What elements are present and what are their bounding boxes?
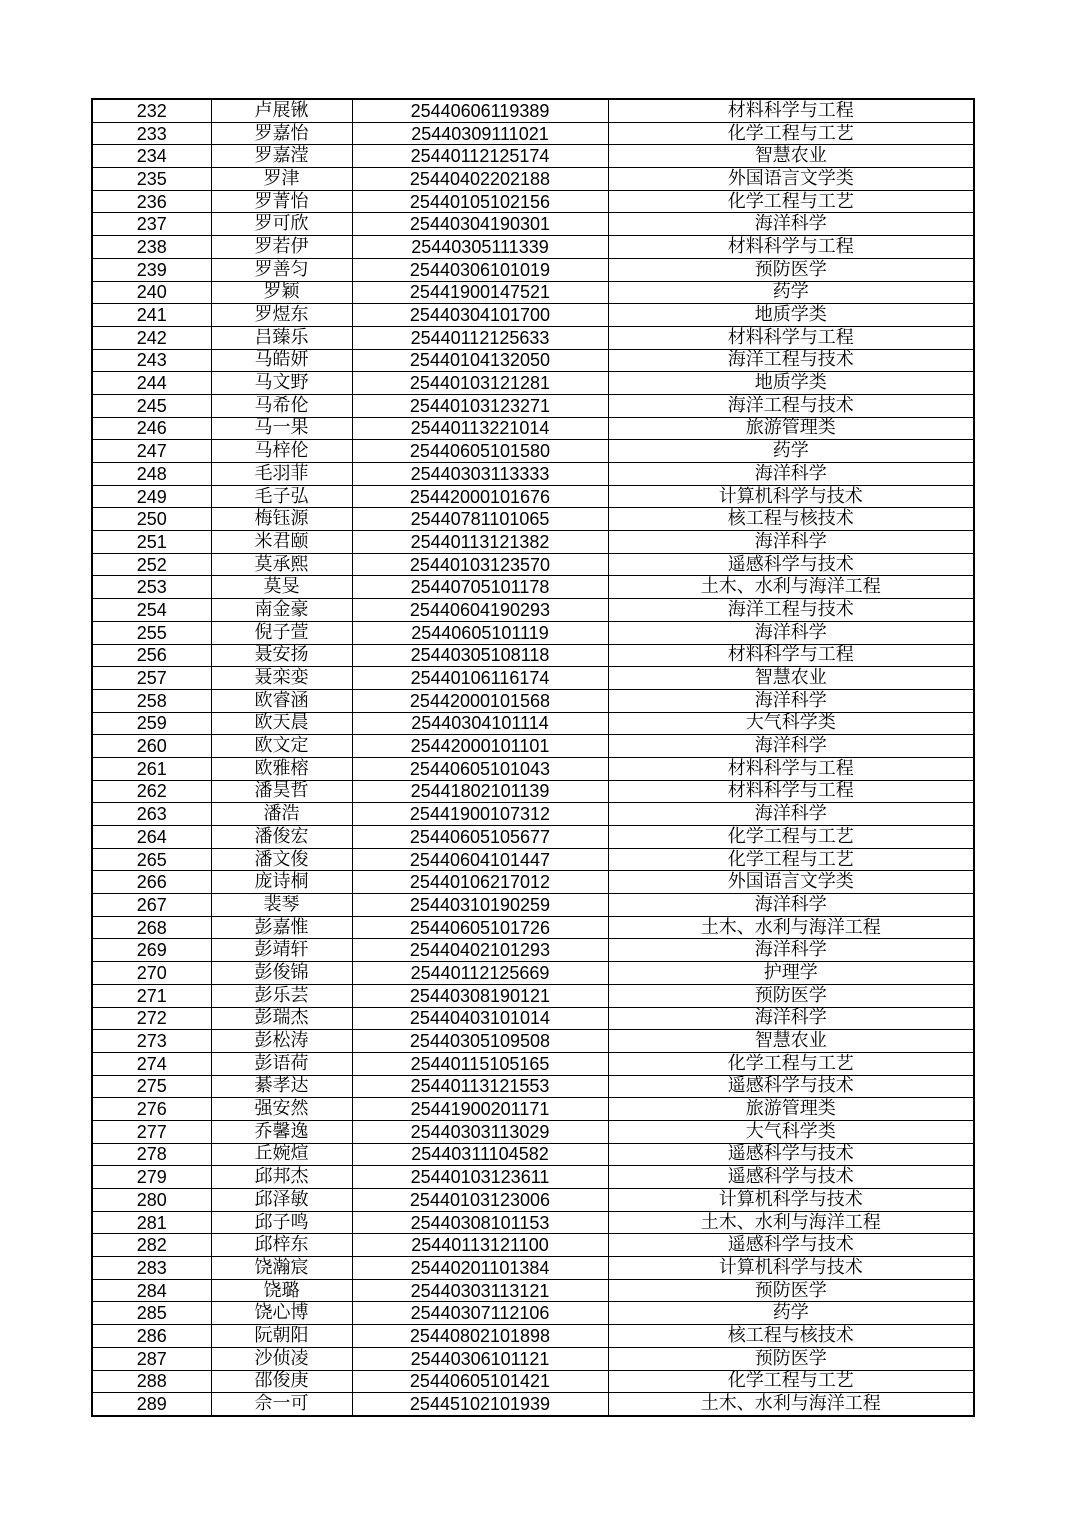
table-row (92, 712, 974, 735)
table-row (92, 440, 974, 463)
row-number-cell: 251 (92, 531, 211, 554)
student-name-cell: 毛子弘 (211, 485, 352, 508)
major-cell: 化学工程与工艺 (608, 1052, 974, 1075)
exam-id-cell: 25440112125633 (352, 326, 608, 349)
student-name-cell: 欧睿涵 (211, 689, 352, 712)
row-number-cell: 284 (92, 1279, 211, 1302)
table-row (92, 576, 974, 599)
student-name-cell: 莫旻 (211, 576, 352, 599)
major-cell: 大气科学类 (608, 712, 974, 735)
table-row (92, 122, 974, 145)
row-number-cell: 240 (92, 281, 211, 304)
table-row (92, 304, 974, 327)
exam-id-cell: 25440113221014 (352, 417, 608, 440)
table-row (92, 190, 974, 213)
exam-id-cell: 25440802101898 (352, 1325, 608, 1348)
major-cell: 计算机科学与技术 (608, 1189, 974, 1212)
exam-id-cell: 25440604190293 (352, 599, 608, 622)
student-name-cell: 罗津 (211, 168, 352, 191)
exam-id-cell: 25440113121382 (352, 531, 608, 554)
row-number-cell: 242 (92, 326, 211, 349)
major-cell: 海洋工程与技术 (608, 349, 974, 372)
row-number-cell: 238 (92, 236, 211, 259)
exam-id-cell: 25440309111021 (352, 122, 608, 145)
student-name-cell: 彭靖轩 (211, 939, 352, 962)
table-row (92, 236, 974, 259)
table-row (92, 531, 974, 554)
exam-id-cell: 25442000101676 (352, 485, 608, 508)
row-number-cell: 250 (92, 508, 211, 531)
table-row (92, 1075, 974, 1098)
table-row (92, 916, 974, 939)
major-cell: 地质学类 (608, 304, 974, 327)
student-name-cell: 罗菁怡 (211, 190, 352, 213)
table-row (92, 1234, 974, 1257)
exam-id-cell: 25440311104582 (352, 1143, 608, 1166)
student-name-cell: 庞诗桐 (211, 871, 352, 894)
student-name-cell: 马皓妍 (211, 349, 352, 372)
major-cell: 预防医学 (608, 1347, 974, 1370)
major-cell: 材料科学与工程 (608, 236, 974, 259)
row-number-cell: 270 (92, 962, 211, 985)
exam-id-cell: 25440781101065 (352, 508, 608, 531)
row-number-cell: 277 (92, 1120, 211, 1143)
major-cell: 遥感科学与技术 (608, 1075, 974, 1098)
row-number-cell: 289 (92, 1393, 211, 1416)
row-number-cell: 288 (92, 1370, 211, 1393)
table-row (92, 757, 974, 780)
row-number-cell: 272 (92, 1007, 211, 1030)
table-row (92, 1211, 974, 1234)
exam-id-cell: 25440605101726 (352, 916, 608, 939)
major-cell: 土木、水利与海洋工程 (608, 1393, 974, 1416)
student-name-cell: 马一果 (211, 417, 352, 440)
student-name-cell: 綦孝达 (211, 1075, 352, 1098)
table-row (92, 1325, 974, 1348)
major-cell: 遥感科学与技术 (608, 553, 974, 576)
row-number-cell: 279 (92, 1166, 211, 1189)
exam-id-cell: 25440402101293 (352, 939, 608, 962)
row-number-cell: 282 (92, 1234, 211, 1257)
major-cell: 核工程与核技术 (608, 1325, 974, 1348)
student-name-cell: 南金豪 (211, 599, 352, 622)
exam-id-cell: 25440305108118 (352, 644, 608, 667)
major-cell: 药学 (608, 1302, 974, 1325)
table-row (92, 326, 974, 349)
row-number-cell: 232 (92, 99, 211, 122)
exam-id-cell: 25440705101178 (352, 576, 608, 599)
student-name-cell: 饶璐 (211, 1279, 352, 1302)
major-cell: 核工程与核技术 (608, 508, 974, 531)
student-name-cell: 饶瀚宸 (211, 1257, 352, 1280)
exam-id-cell: 25440606119389 (352, 99, 608, 122)
table-row (92, 1143, 974, 1166)
table-row (92, 735, 974, 758)
major-cell: 化学工程与工艺 (608, 122, 974, 145)
row-number-cell: 267 (92, 894, 211, 917)
table-row (92, 780, 974, 803)
row-number-cell: 247 (92, 440, 211, 463)
row-number-cell: 266 (92, 871, 211, 894)
student-name-cell: 欧天晨 (211, 712, 352, 735)
exam-id-cell: 25440310190259 (352, 894, 608, 917)
exam-id-cell: 25440307112106 (352, 1302, 608, 1325)
student-name-cell: 邱泽敏 (211, 1189, 352, 1212)
row-number-cell: 268 (92, 916, 211, 939)
major-cell: 土木、水利与海洋工程 (608, 1211, 974, 1234)
table-row (92, 417, 974, 440)
student-name-cell: 潘俊宏 (211, 826, 352, 849)
table-row (92, 1347, 974, 1370)
table-row (92, 349, 974, 372)
table-row (92, 463, 974, 486)
table-row (92, 871, 974, 894)
row-number-cell: 276 (92, 1098, 211, 1121)
major-cell: 预防医学 (608, 1279, 974, 1302)
major-cell: 计算机科学与技术 (608, 485, 974, 508)
student-name-cell: 彭瑞杰 (211, 1007, 352, 1030)
row-number-cell: 262 (92, 780, 211, 803)
major-cell: 大气科学类 (608, 1120, 974, 1143)
row-number-cell: 261 (92, 757, 211, 780)
exam-id-cell: 25440201101384 (352, 1257, 608, 1280)
student-name-cell: 邱邦杰 (211, 1166, 352, 1189)
table-row (92, 962, 974, 985)
exam-id-cell: 25441802101139 (352, 780, 608, 803)
row-number-cell: 263 (92, 803, 211, 826)
student-name-cell: 彭嘉惟 (211, 916, 352, 939)
row-number-cell: 234 (92, 145, 211, 168)
major-cell: 遥感科学与技术 (608, 1143, 974, 1166)
row-number-cell: 265 (92, 848, 211, 871)
row-number-cell: 255 (92, 621, 211, 644)
table-row (92, 1370, 974, 1393)
major-cell: 海洋科学 (608, 1007, 974, 1030)
row-number-cell: 245 (92, 394, 211, 417)
row-number-cell: 271 (92, 984, 211, 1007)
major-cell: 遥感科学与技术 (608, 1234, 974, 1257)
major-cell: 材料科学与工程 (608, 780, 974, 803)
major-cell: 地质学类 (608, 372, 974, 395)
exam-id-cell: 25440605101119 (352, 621, 608, 644)
row-number-cell: 281 (92, 1211, 211, 1234)
major-cell: 外国语言文学类 (608, 871, 974, 894)
major-cell: 海洋工程与技术 (608, 599, 974, 622)
student-name-cell: 马文野 (211, 372, 352, 395)
row-number-cell: 275 (92, 1075, 211, 1098)
row-number-cell: 253 (92, 576, 211, 599)
row-number-cell: 257 (92, 667, 211, 690)
table-row (92, 1257, 974, 1280)
student-name-cell: 邱子鸣 (211, 1211, 352, 1234)
row-number-cell: 239 (92, 258, 211, 281)
exam-id-cell: 25440604101447 (352, 848, 608, 871)
table-row (92, 1302, 974, 1325)
table-row (92, 848, 974, 871)
major-cell: 智慧农业 (608, 667, 974, 690)
student-name-cell: 潘文俊 (211, 848, 352, 871)
student-name-cell: 彭语荷 (211, 1052, 352, 1075)
student-name-cell: 潘浩 (211, 803, 352, 826)
table-row (92, 1098, 974, 1121)
major-cell: 海洋科学 (608, 894, 974, 917)
exam-id-cell: 25440303113029 (352, 1120, 608, 1143)
exam-id-cell: 25440104132050 (352, 349, 608, 372)
student-name-cell: 倪子萱 (211, 621, 352, 644)
table-row (92, 621, 974, 644)
row-number-cell: 264 (92, 826, 211, 849)
student-name-cell: 彭俊锦 (211, 962, 352, 985)
major-cell: 药学 (608, 281, 974, 304)
row-number-cell: 233 (92, 122, 211, 145)
major-cell: 旅游管理类 (608, 417, 974, 440)
major-cell: 材料科学与工程 (608, 757, 974, 780)
table-row (92, 372, 974, 395)
major-cell: 化学工程与工艺 (608, 848, 974, 871)
student-name-cell: 丘婉煊 (211, 1143, 352, 1166)
table-row (92, 1166, 974, 1189)
exam-id-cell: 25440106116174 (352, 667, 608, 690)
major-cell: 智慧农业 (608, 1030, 974, 1053)
student-name-cell: 乔馨逸 (211, 1120, 352, 1143)
table-row (92, 984, 974, 1007)
exam-id-cell: 25440112125174 (352, 145, 608, 168)
table-row (92, 644, 974, 667)
table-row (92, 599, 974, 622)
major-cell: 海洋科学 (608, 735, 974, 758)
row-number-cell: 280 (92, 1189, 211, 1212)
student-name-cell: 彭乐芸 (211, 984, 352, 1007)
major-cell: 外国语言文学类 (608, 168, 974, 191)
student-name-cell: 潘昊哲 (211, 780, 352, 803)
student-name-cell: 沙侦凌 (211, 1347, 352, 1370)
student-name-cell: 毛羽菲 (211, 463, 352, 486)
exam-id-cell: 25440306101121 (352, 1347, 608, 1370)
row-number-cell: 236 (92, 190, 211, 213)
row-number-cell: 273 (92, 1030, 211, 1053)
table-row (92, 145, 974, 168)
major-cell: 材料科学与工程 (608, 99, 974, 122)
row-number-cell: 254 (92, 599, 211, 622)
exam-id-cell: 25445102101939 (352, 1393, 608, 1416)
table-row (92, 553, 974, 576)
student-name-cell: 彭松涛 (211, 1030, 352, 1053)
major-cell: 化学工程与工艺 (608, 190, 974, 213)
table-row (92, 1189, 974, 1212)
major-cell: 土木、水利与海洋工程 (608, 916, 974, 939)
student-name-cell: 马梓伦 (211, 440, 352, 463)
student-name-cell: 莫承熙 (211, 553, 352, 576)
exam-id-cell: 25440403101014 (352, 1007, 608, 1030)
exam-id-cell: 25440605105677 (352, 826, 608, 849)
exam-id-cell: 25440304101700 (352, 304, 608, 327)
table-row (92, 508, 974, 531)
table-row (92, 689, 974, 712)
student-name-cell: 罗嘉怡 (211, 122, 352, 145)
row-number-cell: 246 (92, 417, 211, 440)
exam-id-cell: 25440305111339 (352, 236, 608, 259)
major-cell: 化学工程与工艺 (608, 1370, 974, 1393)
exam-id-cell: 25441900107312 (352, 803, 608, 826)
row-number-cell: 249 (92, 485, 211, 508)
student-name-cell: 罗嘉滢 (211, 145, 352, 168)
exam-id-cell: 25440402202188 (352, 168, 608, 191)
row-number-cell: 283 (92, 1257, 211, 1280)
exam-id-cell: 25442000101568 (352, 689, 608, 712)
row-number-cell: 248 (92, 463, 211, 486)
major-cell: 土木、水利与海洋工程 (608, 576, 974, 599)
student-name-cell: 佘一可 (211, 1393, 352, 1416)
table-row (92, 213, 974, 236)
major-cell: 海洋科学 (608, 621, 974, 644)
student-name-cell: 邱梓东 (211, 1234, 352, 1257)
row-number-cell: 285 (92, 1302, 211, 1325)
row-number-cell: 269 (92, 939, 211, 962)
exam-id-cell: 25440106217012 (352, 871, 608, 894)
table-row (92, 803, 974, 826)
student-name-cell: 聂栾娈 (211, 667, 352, 690)
exam-id-cell: 25440103123006 (352, 1189, 608, 1212)
exam-id-cell: 25440113121100 (352, 1234, 608, 1257)
row-number-cell: 274 (92, 1052, 211, 1075)
major-cell: 计算机科学与技术 (608, 1257, 974, 1280)
exam-id-cell: 25441900201171 (352, 1098, 608, 1121)
table-row (92, 1279, 974, 1302)
exam-id-cell: 25440304190301 (352, 213, 608, 236)
admission-list-table (91, 98, 975, 1417)
major-cell: 海洋科学 (608, 213, 974, 236)
table-row (92, 667, 974, 690)
student-name-cell: 罗煜东 (211, 304, 352, 327)
major-cell: 智慧农业 (608, 145, 974, 168)
student-name-cell: 米君颐 (211, 531, 352, 554)
major-cell: 材料科学与工程 (608, 644, 974, 667)
exam-id-cell: 25440103123271 (352, 394, 608, 417)
table-row (92, 99, 974, 122)
exam-id-cell: 25440306101019 (352, 258, 608, 281)
major-cell: 预防医学 (608, 258, 974, 281)
student-name-cell: 罗善匀 (211, 258, 352, 281)
student-name-cell: 罗若伊 (211, 236, 352, 259)
student-name-cell: 邵俊庚 (211, 1370, 352, 1393)
row-number-cell: 244 (92, 372, 211, 395)
student-name-cell: 罗颖 (211, 281, 352, 304)
exam-id-cell: 25440304101114 (352, 712, 608, 735)
student-name-cell: 饶心博 (211, 1302, 352, 1325)
student-name-cell: 强安然 (211, 1098, 352, 1121)
major-cell: 海洋科学 (608, 689, 974, 712)
student-name-cell: 欧文定 (211, 735, 352, 758)
exam-id-cell: 25440112125669 (352, 962, 608, 985)
major-cell: 材料科学与工程 (608, 326, 974, 349)
major-cell: 海洋科学 (608, 463, 974, 486)
exam-id-cell: 25442000101101 (352, 735, 608, 758)
table-row (92, 394, 974, 417)
exam-id-cell: 25440308190121 (352, 984, 608, 1007)
table-row (92, 1052, 974, 1075)
exam-id-cell: 25440308101153 (352, 1211, 608, 1234)
row-number-cell: 258 (92, 689, 211, 712)
student-name-cell: 梅钰源 (211, 508, 352, 531)
major-cell: 化学工程与工艺 (608, 826, 974, 849)
row-number-cell: 260 (92, 735, 211, 758)
major-cell: 预防医学 (608, 984, 974, 1007)
row-number-cell: 241 (92, 304, 211, 327)
student-name-cell: 卢展锹 (211, 99, 352, 122)
table-row (92, 258, 974, 281)
table-row (92, 1120, 974, 1143)
table-row (92, 485, 974, 508)
student-name-cell: 罗可欣 (211, 213, 352, 236)
exam-id-cell: 25440303113333 (352, 463, 608, 486)
row-number-cell: 235 (92, 168, 211, 191)
student-name-cell: 欧雅榕 (211, 757, 352, 780)
student-name-cell: 阮朝阳 (211, 1325, 352, 1348)
table-row (92, 1393, 974, 1416)
exam-id-cell: 25440113121553 (352, 1075, 608, 1098)
table-row (92, 1007, 974, 1030)
exam-id-cell: 25440305109508 (352, 1030, 608, 1053)
exam-id-cell: 25440605101580 (352, 440, 608, 463)
major-cell: 海洋科学 (608, 803, 974, 826)
exam-id-cell: 25440103123611 (352, 1166, 608, 1189)
row-number-cell: 287 (92, 1347, 211, 1370)
exam-id-cell: 25440103121281 (352, 372, 608, 395)
table-row (92, 939, 974, 962)
table-row (92, 1030, 974, 1053)
major-cell: 护理学 (608, 962, 974, 985)
row-number-cell: 243 (92, 349, 211, 372)
table-row (92, 168, 974, 191)
row-number-cell: 278 (92, 1143, 211, 1166)
row-number-cell: 256 (92, 644, 211, 667)
student-name-cell: 聂安扬 (211, 644, 352, 667)
major-cell: 海洋科学 (608, 939, 974, 962)
exam-id-cell: 25440103123570 (352, 553, 608, 576)
major-cell: 海洋工程与技术 (608, 394, 974, 417)
row-number-cell: 237 (92, 213, 211, 236)
exam-id-cell: 25440303113121 (352, 1279, 608, 1302)
exam-id-cell: 25440605101043 (352, 757, 608, 780)
major-cell: 旅游管理类 (608, 1098, 974, 1121)
table-body (92, 99, 974, 1416)
table-row (92, 281, 974, 304)
row-number-cell: 252 (92, 553, 211, 576)
exam-id-cell: 25441900147521 (352, 281, 608, 304)
row-number-cell: 259 (92, 712, 211, 735)
exam-id-cell: 25440605101421 (352, 1370, 608, 1393)
row-number-cell: 286 (92, 1325, 211, 1348)
major-cell: 药学 (608, 440, 974, 463)
exam-id-cell: 25440105102156 (352, 190, 608, 213)
major-cell: 遥感科学与技术 (608, 1166, 974, 1189)
exam-id-cell: 25440115105165 (352, 1052, 608, 1075)
student-name-cell: 吕臻乐 (211, 326, 352, 349)
student-name-cell: 裴琴 (211, 894, 352, 917)
table-row (92, 826, 974, 849)
major-cell: 海洋科学 (608, 531, 974, 554)
table-row (92, 894, 974, 917)
student-name-cell: 马希伦 (211, 394, 352, 417)
